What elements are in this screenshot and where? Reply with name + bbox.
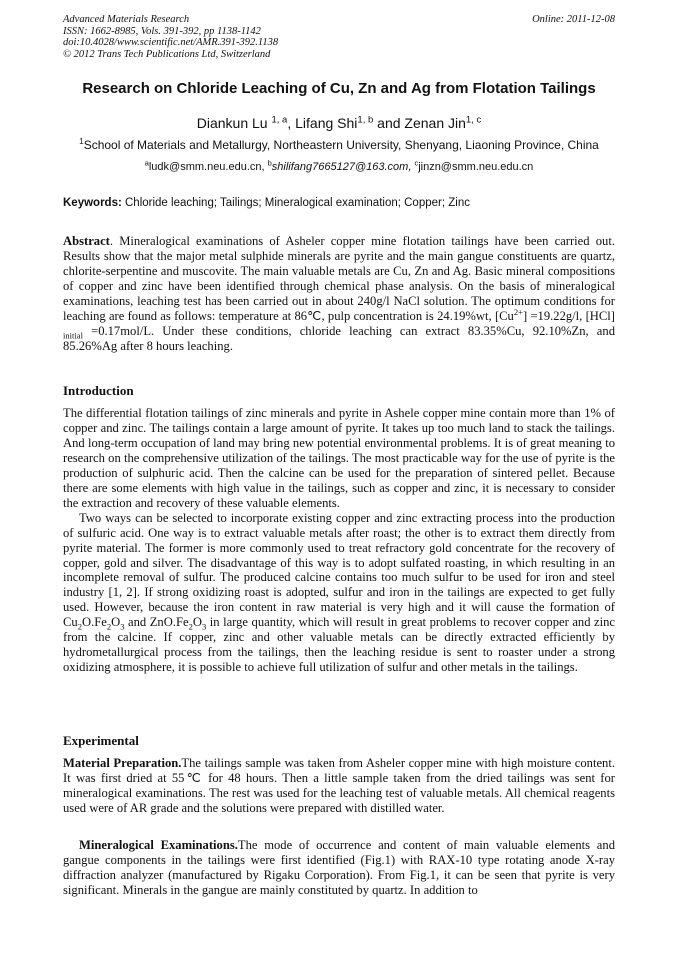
subsection-label: Material Preparation. <box>63 756 182 770</box>
formula-subscript: 3 <box>201 621 207 632</box>
introduction-body <box>63 406 615 675</box>
author-name: Diankun Lu <box>196 115 272 131</box>
paragraph-text: The tailings sample was taken from Asheler copper mine with high moisture content. It was first dried at 55℃ for 48 hours. Then a little sample taken from the dried tailings was sent for mineralogical examinations. The rest was used for the leaching test of valuable metals. All chemical reagents used were of AR grade and the solutions were prepared with distilled water. <box>63 756 615 815</box>
author-name: , Lifang Shi <box>287 115 358 131</box>
email-mark: b <box>267 158 272 168</box>
author-affil-mark: 1, c <box>465 114 482 126</box>
author-affil-mark: 1, a <box>271 114 288 126</box>
formula-text: O.Fe <box>81 615 107 630</box>
intro-paragraph-1: The differential flotation tailings of zinc minerals and pyrite in Ashele copper mine contain more than 1% of copper and zinc. The tailings contain a large amount of pyrite. It takes up too much land to stack the tailings. And long-term occupation of land may bring new potential environmental problems. It is of great meaning to research on the comprehensive utilization of the tailings. The most practicable way for the use of pyrite is the production of sulphuric acid. Then the calcine can be used for the preparation of sintered pellet. Because there are some elements with high value in the tailings, such as copper and zinc, it is necessary to consider the extraction and recovery of these valuable elements. <box>63 406 615 510</box>
author-affil-mark: 1, b <box>357 114 374 126</box>
charge-superscript: 2+ <box>513 306 523 317</box>
formula-subscript: 2 <box>106 621 112 632</box>
formula-text: and ZnO.Fe <box>124 615 189 630</box>
mineralogical-examinations-text <box>63 838 615 898</box>
doi-line: doi:10.4028/www.scientific.net/AMR.391-392.1138 <box>63 37 279 48</box>
email-mark: c <box>414 158 419 168</box>
material-preparation-text <box>63 756 615 816</box>
online-date: Online: 2011-12-08 <box>532 14 615 25</box>
affiliation <box>40 138 638 153</box>
section-heading-introduction: Introduction <box>63 383 134 398</box>
paragraph-text: The mode of occurrence and content of main valuable elements and gangue components in the tailings were first identified (Fig.1) with RAX-10 type rotating anode X-ray diffraction analyzer (manufactured by Rigaku Corporation). From Fig.1, it can be seen that pyrite is very significant. Minerals in the gangue are mainly constituted by quartz. In addition to <box>63 838 615 897</box>
email-link[interactable]: jinzn@smm.neu.edu.cn <box>418 161 534 173</box>
affiliation-mark: 1 <box>79 137 84 146</box>
journal-name: Advanced Materials Research <box>63 14 190 25</box>
formula-subscript: 3 <box>120 621 125 632</box>
abstract-text: ] =19.22g/l, [HCl] <box>522 308 615 323</box>
intro-text: in large quantity, which will result in great problems to recover copper and zinc from the calcine. If copper, zinc and other valuable metals can be directly extracted efficiently by hydrometallurgical process from the tailings, then the leaching residue is sent to roaster under a strong oxidizing atmosphere, it is possible to achieve full utilization of sulfur and other metals in the tailings. <box>63 615 616 675</box>
keywords-label: Keywords: <box>63 197 122 209</box>
email-link[interactable]: shilifang7665127@163.com, <box>271 161 412 173</box>
formula-text: O <box>192 615 202 630</box>
issn-line: ISSN: 1662-8985, Vols. 391-392, pp 1138-1142 <box>63 25 261 37</box>
email-line <box>40 160 638 174</box>
keywords-text: Chloride leaching; Tailings; Mineralogical examination; Copper; Zinc <box>121 197 470 209</box>
subsection-label: Mineralogical Examinations. <box>79 838 238 852</box>
email-link[interactable]: ludk@smm.neu.edu.cn, <box>148 161 268 173</box>
email-mark: a <box>144 158 149 168</box>
journal-header <box>63 14 615 60</box>
abstract <box>63 234 615 354</box>
initial-subscript: initial <box>63 330 83 341</box>
formula-text: O <box>111 615 121 630</box>
abstract-text: =0.17mol/L. Under these conditions, chloride leaching can extract 83.35%Cu, 92.10%Zn, and 85.26%Ag after 8 hours leaching. <box>63 323 615 353</box>
formula-subscript: 2 <box>77 621 82 632</box>
abstract-text: . Mineralogical examinations of Asheler copper mine flotation tailings have been carried out. Results show that the major metal sulphide minerals are pyrite and the main gangue constituents are quartz, chlorite-serpentine and muscovite. The main valuable metals are Cu, Zn and Ag. Basic mineral compositions of copper and zinc have been identified through chemical phase analysis. On the basis of mineralogical examinations, leaching test has been carried out in about 240g/l NaCl solution. The optimum conditions for leaching are found as follows: temperature at 86℃, pulp concentration is 24.19%wt, [Cu <box>63 234 615 323</box>
mineralogical-examinations-paragraph <box>63 838 615 898</box>
intro-paragraph-2 <box>63 511 615 675</box>
author-list <box>40 114 638 132</box>
formula-subscript: 2 <box>188 621 193 632</box>
abstract-paragraph <box>63 234 615 354</box>
intro-text: Two ways can be selected to incorporate existing copper and zinc extracting process into the production of sulfuric acid. One way is to extract valuable metals after roast; the other is to extract them directly from pyrite material. The former is more commonly used to treat refractory gold concentrate for the recovery of copper, gold and silver. The disadvantage of this way is to adopt sulfated roasting, in which resulting in an incomplete removal of sulfur. The produced calcine contains too much sulfur to be used for iron and steel industry [1, 2]. If strong oxidizing roast is adopted, sulfur and iron in the tailings are expected to get fully used. However, because the iron content in raw material is very high and it will cause the formation of Cu <box>63 510 615 630</box>
copyright-line: © 2012 Trans Tech Publications Ltd, Switzerland <box>63 48 271 60</box>
section-heading-experimental: Experimental <box>63 733 139 748</box>
keywords <box>63 196 615 210</box>
author-name: and Zenan Jin <box>373 115 466 131</box>
paper-title: Research on Chloride Leaching of Cu, Zn and Ag from Flotation Tailings <box>82 80 596 97</box>
affiliation-text: School of Materials and Metallurgy, Northeastern University, Shenyang, Liaoning Province, China <box>83 138 599 152</box>
abstract-label: Abstract <box>63 234 110 248</box>
material-preparation-paragraph <box>63 756 615 816</box>
